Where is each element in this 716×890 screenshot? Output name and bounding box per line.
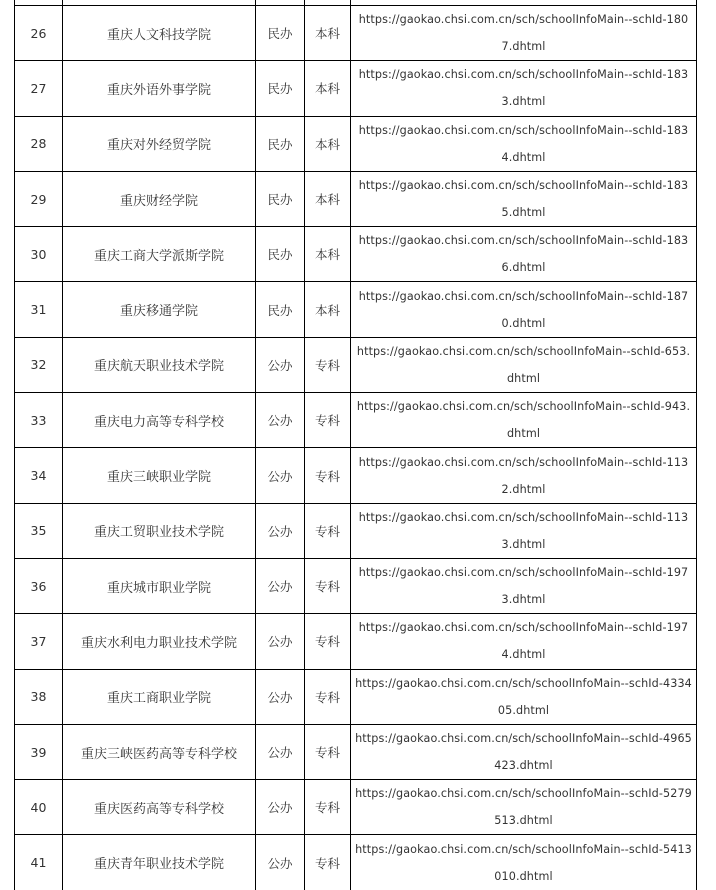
- school-name: 重庆工贸职业技术学院: [63, 503, 256, 558]
- school-url: https://gaokao.chsi.com.cn/sch/schoolInfoMain--schId-1973.dhtml: [351, 558, 697, 613]
- table-row: [15, 448, 697, 503]
- table-row: [15, 503, 697, 558]
- row-number: 33: [15, 393, 63, 448]
- school-url: https://gaokao.chsi.com.cn/sch/schoolInfoMain--schId-1807.dhtml: [351, 6, 697, 61]
- school-name: 重庆水利电力职业技术学院: [63, 614, 256, 669]
- school-level: 专科: [305, 780, 351, 835]
- school-name: 重庆三峡职业学院: [63, 448, 256, 503]
- row-number: 35: [15, 503, 63, 558]
- table-row: [15, 116, 697, 171]
- row-number: 27: [15, 61, 63, 116]
- row-number: 38: [15, 669, 63, 724]
- school-url: https://gaokao.chsi.com.cn/sch/schoolInfoMain--schId-1974.dhtml: [351, 614, 697, 669]
- school-ownership: 民办: [256, 116, 305, 171]
- school-level: 本科: [305, 61, 351, 116]
- school-ownership: 公办: [256, 669, 305, 724]
- school-ownership: 民办: [256, 171, 305, 226]
- table-row: [15, 227, 697, 282]
- table-row: [15, 171, 697, 226]
- school-level: 专科: [305, 558, 351, 613]
- row-number: 31: [15, 282, 63, 337]
- school-url: https://gaokao.chsi.com.cn/sch/schoolInfoMain--schId-5413010.dhtml: [351, 835, 697, 890]
- school-level: 专科: [305, 503, 351, 558]
- table-row: [15, 393, 697, 448]
- school-name: 重庆移通学院: [63, 282, 256, 337]
- row-number: 36: [15, 558, 63, 613]
- school-name: 重庆青年职业技术学院: [63, 835, 256, 890]
- table-row: [15, 337, 697, 392]
- school-name: 重庆工商大学派斯学院: [63, 227, 256, 282]
- school-level: 专科: [305, 835, 351, 890]
- school-url: https://gaokao.chsi.com.cn/sch/schoolInfoMain--schId-1133.dhtml: [351, 503, 697, 558]
- school-name: 重庆城市职业学院: [63, 558, 256, 613]
- school-level: 专科: [305, 448, 351, 503]
- school-ownership: 公办: [256, 835, 305, 890]
- school-url: https://gaokao.chsi.com.cn/sch/schoolInfoMain--schId-433405.dhtml: [351, 669, 697, 724]
- school-level: 本科: [305, 171, 351, 226]
- school-url: https://gaokao.chsi.com.cn/sch/schoolInfoMain--schId-1833.dhtml: [351, 61, 697, 116]
- school-level: 本科: [305, 116, 351, 171]
- school-ownership: 民办: [256, 227, 305, 282]
- school-url: https://gaokao.chsi.com.cn/sch/schoolInfoMain--schId-1132.dhtml: [351, 448, 697, 503]
- school-ownership: 民办: [256, 282, 305, 337]
- school-ownership: 民办: [256, 61, 305, 116]
- school-table-body: [15, 0, 697, 890]
- school-table: [14, 0, 697, 890]
- table-row: [15, 835, 697, 890]
- school-name: 重庆航天职业技术学院: [63, 337, 256, 392]
- school-table-container: [14, 0, 696, 890]
- row-number: 37: [15, 614, 63, 669]
- row-number: 34: [15, 448, 63, 503]
- school-ownership: 公办: [256, 503, 305, 558]
- table-row: [15, 724, 697, 779]
- school-name: 重庆对外经贸学院: [63, 116, 256, 171]
- school-name: 重庆外语外事学院: [63, 61, 256, 116]
- school-ownership: 民办: [256, 6, 305, 61]
- school-level: 本科: [305, 282, 351, 337]
- school-ownership: 公办: [256, 614, 305, 669]
- school-url: https://gaokao.chsi.com.cn/sch/schoolInfoMain--schId-4965423.dhtml: [351, 724, 697, 779]
- school-name: 重庆三峡医药高等专科学校: [63, 724, 256, 779]
- school-ownership: 公办: [256, 724, 305, 779]
- school-url: https://gaokao.chsi.com.cn/sch/schoolInfoMain--schId-1835.dhtml: [351, 171, 697, 226]
- school-url: https://gaokao.chsi.com.cn/sch/schoolInfoMain--schId-943.dhtml: [351, 393, 697, 448]
- row-number: 30: [15, 227, 63, 282]
- school-level: 本科: [305, 6, 351, 61]
- row-number: 28: [15, 116, 63, 171]
- table-row: [15, 780, 697, 835]
- school-name: 重庆电力高等专科学校: [63, 393, 256, 448]
- table-row: [15, 669, 697, 724]
- school-name: 重庆医药高等专科学校: [63, 780, 256, 835]
- school-url: https://gaokao.chsi.com.cn/sch/schoolInfoMain--schId-653.dhtml: [351, 337, 697, 392]
- school-name: 重庆财经学院: [63, 171, 256, 226]
- school-level: 专科: [305, 614, 351, 669]
- row-number: 26: [15, 6, 63, 61]
- school-level: 本科: [305, 227, 351, 282]
- school-ownership: 公办: [256, 448, 305, 503]
- school-ownership: 公办: [256, 393, 305, 448]
- school-ownership: 公办: [256, 558, 305, 613]
- row-number: 39: [15, 724, 63, 779]
- row-number: 41: [15, 835, 63, 890]
- school-ownership: 公办: [256, 337, 305, 392]
- school-url: https://gaokao.chsi.com.cn/sch/schoolInfoMain--schId-1836.dhtml: [351, 227, 697, 282]
- school-level: 专科: [305, 337, 351, 392]
- row-number: 29: [15, 171, 63, 226]
- table-row: [15, 614, 697, 669]
- school-name: 重庆人文科技学院: [63, 6, 256, 61]
- table-row: [15, 6, 697, 61]
- row-number: 40: [15, 780, 63, 835]
- school-ownership: 公办: [256, 780, 305, 835]
- school-url: https://gaokao.chsi.com.cn/sch/schoolInfoMain--schId-1870.dhtml: [351, 282, 697, 337]
- school-level: 专科: [305, 393, 351, 448]
- school-level: 专科: [305, 669, 351, 724]
- school-url: https://gaokao.chsi.com.cn/sch/schoolInfoMain--schId-1834.dhtml: [351, 116, 697, 171]
- school-name: 重庆工商职业学院: [63, 669, 256, 724]
- table-row: [15, 282, 697, 337]
- table-row: [15, 61, 697, 116]
- row-number: 32: [15, 337, 63, 392]
- table-row: [15, 558, 697, 613]
- school-level: 专科: [305, 724, 351, 779]
- school-url: https://gaokao.chsi.com.cn/sch/schoolInfoMain--schId-5279513.dhtml: [351, 780, 697, 835]
